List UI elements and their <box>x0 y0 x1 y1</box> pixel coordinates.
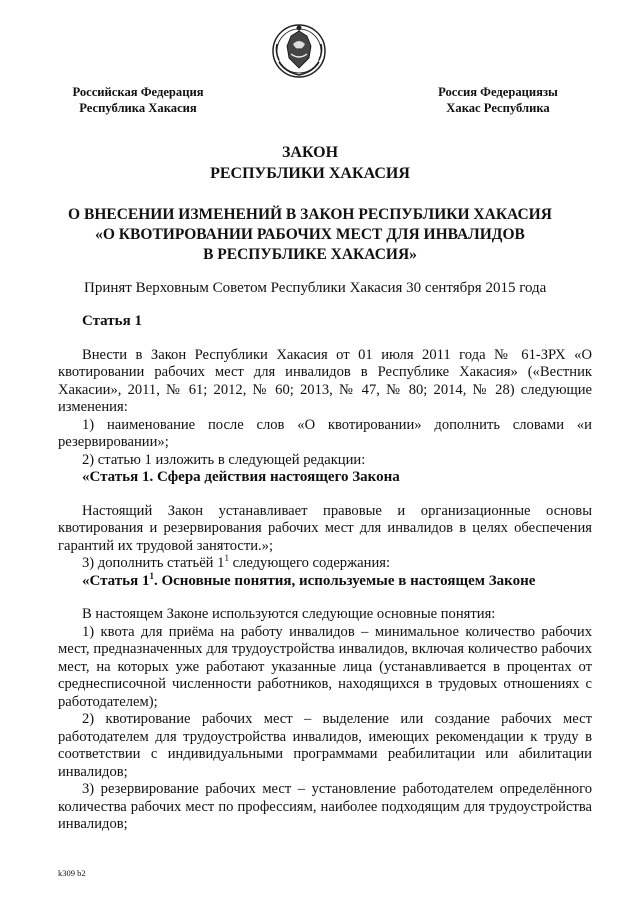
quoted-heading-2-end: . Основные понятия, используемые в настоящем Законе <box>153 572 536 589</box>
amendment-item-3 <box>58 555 592 573</box>
law-title <box>0 142 620 184</box>
concept-item-3: 3) резервирование рабочих мест – установление работодателем определённого количества рабочих мест по профессиям, наиболее подходящим для трудоустройства инвалидов; <box>58 781 592 832</box>
quoted-article-text-1: Настоящий Закон устанавливает правовые и организационные основы квотирования и резервирования рабочих мест для инвалидов в целях обеспечения гарантий их трудовой занятости.»; <box>58 502 592 554</box>
law-subject <box>0 205 620 265</box>
header-right-country: Россия Федерациязы <box>438 85 558 99</box>
amendment-item-2: 2) статью 1 изложить в следующей редакции: <box>82 451 366 468</box>
adoption-statement: Принят Верховным Советом Республики Хакасия 30 сентября 2015 года <box>84 280 547 296</box>
header-left-republic: Республика Хакасия <box>79 101 197 115</box>
law-title-line2: РЕСПУБЛИКИ ХАКАСИЯ <box>210 165 410 182</box>
superscript: 1 <box>149 570 154 581</box>
header-left-country: Российская Федерация <box>72 85 204 99</box>
concept-item-2: 2) квотирование рабочих мест – выделение или создание рабочих мест работодателем для трудоустройства инвалидов, имеющих рекомендации к труду в соответствии с индивидуальными программами реабилитации или абилитации инвалидов; <box>58 711 592 780</box>
quoted-article-heading-2 <box>58 570 592 591</box>
amendment-item-3-text: 3) дополнить статьёй 1 <box>82 555 225 571</box>
amendment-item-1: 1) наименование после слов «О квотировании» дополнить словами «и резервировании»; <box>58 416 592 450</box>
law-title-line1: ЗАКОН <box>281 144 339 161</box>
concepts-intro: В настоящем Законе используются следующие основные понятия: <box>82 606 496 622</box>
coat-of-arms-emblem <box>271 22 327 80</box>
quoted-heading-2-start: «Статья 1 <box>82 572 150 589</box>
header-right-republic: Хакас Республика <box>446 101 550 115</box>
concept-item-1: 1) квота для приёма на работу инвалидов – минимальное количество рабочих мест, предназначенных для трудоустройства инвалидов, включая количество рабочих мест, на которых уже работают указанные лица (устанавливается в процентах от среднесписочной численности работников, находящихся в трудовых отношениях с работодателем); <box>58 623 592 710</box>
quoted-article-heading-1: «Статья 1. Сфера действия настоящего Закона <box>82 469 400 485</box>
footer-stamp: k309 b2 <box>58 868 86 878</box>
law-subject-line2: «О КВОТИРОВАНИИ РАБОЧИХ МЕСТ ДЛЯ ИНВАЛИДОВ <box>95 226 525 243</box>
article-heading: Статья 1 <box>82 313 142 329</box>
law-subject-line1: О ВНЕСЕНИИ ИЗМЕНЕНИЙ В ЗАКОН РЕСПУБЛИКИ ХАКАСИЯ <box>68 206 552 223</box>
amendment-item-3-tail: следующего содержания: <box>228 555 391 571</box>
header-left <box>58 84 218 116</box>
law-subject-line3: В РЕСПУБЛИКЕ ХАКАСИЯ» <box>203 246 417 263</box>
law-body <box>58 313 592 834</box>
article-intro-paragraph: Внести в Закон Республики Хакасия от 01 июля 2011 года № 61-ЗРХ «О квотировании рабочих мест для инвалидов в Республике Хакасия» («Вестник Хакасии», 2011, № 61; 2012, № 60; 2013, № 47, № 80; 2014, № 28) следующие изменения: <box>58 346 592 415</box>
superscript: 1 <box>224 553 229 564</box>
header-right <box>416 84 580 116</box>
